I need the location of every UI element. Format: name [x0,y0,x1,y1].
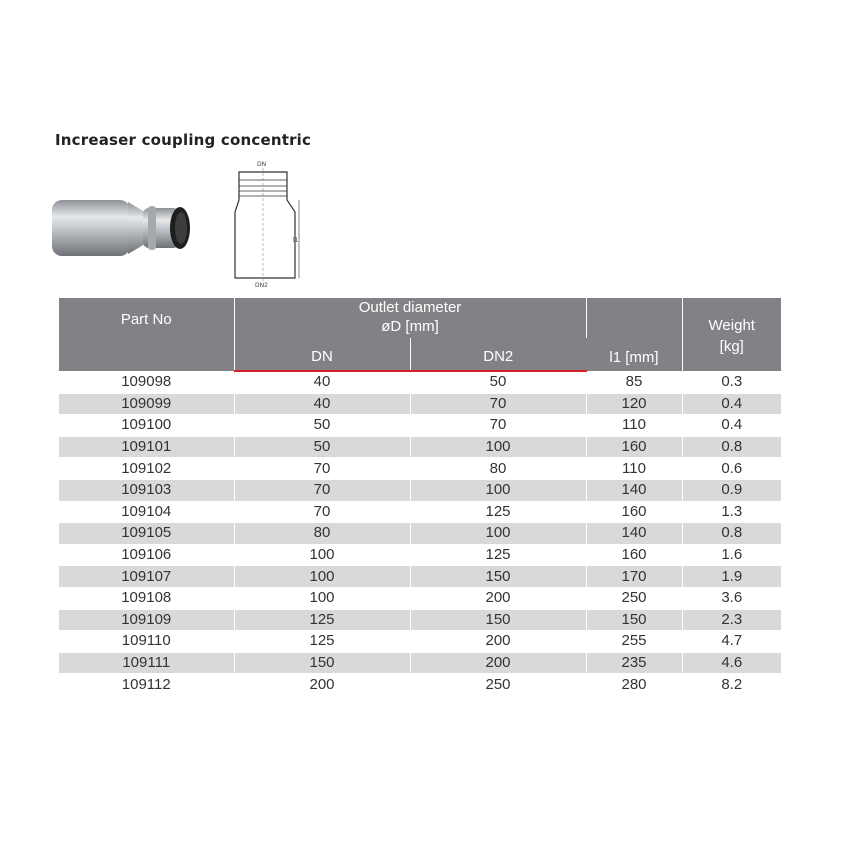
cell-l1: 140 [586,479,682,501]
cell-l1: 170 [586,566,682,588]
cell-part-no: 109105 [59,523,234,545]
cell-dn2: 100 [410,523,586,545]
cell-l1: 120 [586,393,682,415]
cell-dn: 200 [234,674,410,695]
cell-dn: 100 [234,544,410,566]
drawing-dn2-label: DN2 [255,282,268,288]
header-dn2: DN2 [410,338,586,371]
coupling-photo [50,192,195,262]
cell-dn: 100 [234,587,410,609]
table-row [59,479,781,501]
cell-dn2: 200 [410,652,586,674]
cell-dn: 125 [234,631,410,653]
cell-dn: 70 [234,501,410,523]
cell-dn: 70 [234,458,410,480]
cell-part-no: 109108 [59,587,234,609]
cell-dn: 50 [234,415,410,437]
cell-part-no: 109110 [59,631,234,653]
cell-dn2: 50 [410,371,586,393]
cell-dn2: 150 [410,609,586,631]
header-weight-unit: [kg] [719,338,744,355]
cell-dn2: 80 [410,458,586,480]
table-row [59,523,781,545]
header-od-unit: øD [mm] [381,318,439,335]
cell-weight: 4.7 [682,631,781,653]
spec-table [59,298,781,695]
header-weight [682,298,781,371]
cell-part-no: 109112 [59,674,234,695]
cell-weight: 2.3 [682,609,781,631]
table-row [59,415,781,437]
cell-dn: 125 [234,609,410,631]
table-row [59,393,781,415]
cell-dn2: 100 [410,479,586,501]
cell-l1: 250 [586,587,682,609]
cell-l1: 110 [586,458,682,480]
table-row [59,544,781,566]
cell-part-no: 109099 [59,393,234,415]
cell-dn2: 70 [410,415,586,437]
cell-l1: 235 [586,652,682,674]
cell-weight: 0.8 [682,436,781,458]
cell-part-no: 109102 [59,458,234,480]
cell-dn2: 200 [410,631,586,653]
cell-dn2: 250 [410,674,586,695]
cell-l1: 140 [586,523,682,545]
coupling-drawing [223,160,305,288]
cell-weight: 0.3 [682,371,781,393]
cell-weight: 3.6 [682,587,781,609]
cell-dn: 40 [234,371,410,393]
cell-part-no: 109109 [59,609,234,631]
drawing-dn-label: DN [257,161,267,168]
cell-part-no: 109100 [59,415,234,437]
cell-l1: 85 [586,371,682,393]
cell-dn: 150 [234,652,410,674]
cell-dn2: 150 [410,566,586,588]
header-dn: DN [234,338,410,371]
table-row [59,652,781,674]
cell-dn: 100 [234,566,410,588]
table-row [59,631,781,653]
header-part-no: Part No [59,298,234,371]
header-l1: l1 [mm] [586,298,682,371]
table-row [59,436,781,458]
cell-l1: 160 [586,436,682,458]
cell-dn: 70 [234,479,410,501]
drawing-l1-label: l1 [293,237,299,244]
cell-l1: 255 [586,631,682,653]
cell-dn2: 125 [410,501,586,523]
cell-part-no: 109101 [59,436,234,458]
cell-l1: 280 [586,674,682,695]
cell-dn2: 200 [410,587,586,609]
cell-weight: 0.4 [682,393,781,415]
cell-dn: 50 [234,436,410,458]
cell-part-no: 109111 [59,652,234,674]
cell-part-no: 109104 [59,501,234,523]
cell-dn2: 70 [410,393,586,415]
cell-dn2: 125 [410,544,586,566]
table-row [59,371,781,393]
table-row [59,501,781,523]
table-row [59,587,781,609]
table-row [59,609,781,631]
cell-weight: 1.6 [682,544,781,566]
cell-part-no: 109107 [59,566,234,588]
cell-part-no: 109106 [59,544,234,566]
cell-dn: 80 [234,523,410,545]
header-weight-label: Weight [708,317,755,334]
cell-l1: 160 [586,544,682,566]
cell-dn: 40 [234,393,410,415]
cell-l1: 160 [586,501,682,523]
cell-part-no: 109103 [59,479,234,501]
cell-weight: 4.6 [682,652,781,674]
cell-weight: 1.9 [682,566,781,588]
cell-weight: 1.3 [682,501,781,523]
table-row [59,674,781,695]
cell-weight: 0.6 [682,458,781,480]
cell-weight: 0.9 [682,479,781,501]
table-row [59,566,781,588]
header-outlet-diameter [234,298,586,338]
table-body [59,371,781,695]
header-outlet-diameter-label: Outlet diameter [358,299,462,316]
cell-dn2: 100 [410,436,586,458]
page-title: Increaser coupling concentric [55,131,312,149]
table-row [59,458,781,480]
cell-part-no: 109098 [59,371,234,393]
cell-l1: 110 [586,415,682,437]
cell-weight: 0.8 [682,523,781,545]
cell-weight: 0.4 [682,415,781,437]
cell-weight: 8.2 [682,674,781,695]
cell-l1: 150 [586,609,682,631]
